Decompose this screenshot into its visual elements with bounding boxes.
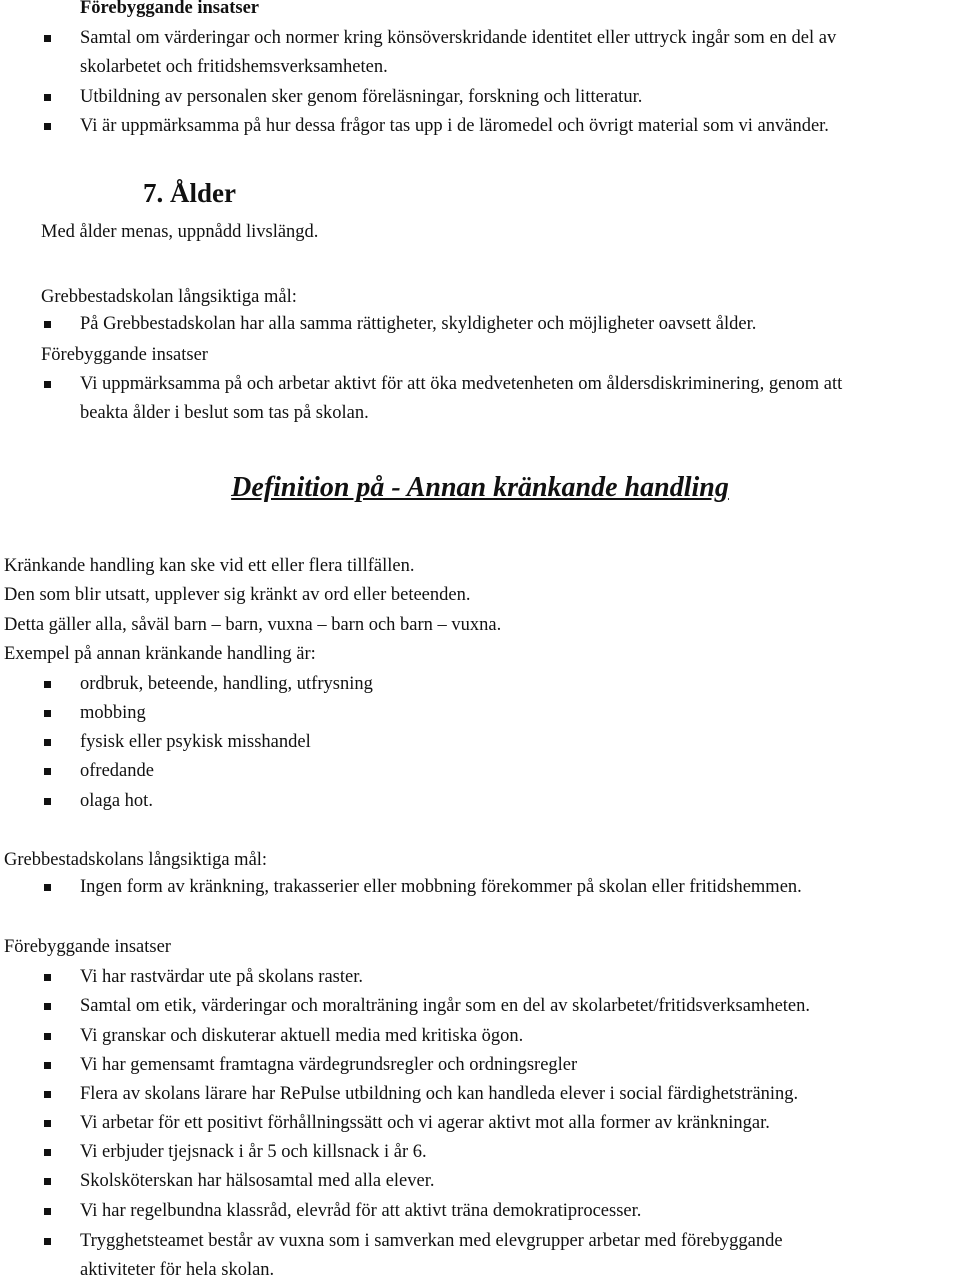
bullet-icon bbox=[44, 35, 51, 42]
age-section-title: 7. Ålder bbox=[143, 178, 236, 208]
list-item-line: ordbruk, beteende, handling, utfrysning bbox=[80, 674, 373, 694]
list-item-line: Skolsköterskan har hälsosamtal med alla elever. bbox=[80, 1171, 435, 1191]
list-item-line: Utbildning av personalen sker genom föreläsningar, forskning och litteratur. bbox=[80, 87, 643, 107]
bullet-icon bbox=[44, 321, 51, 328]
bullet-icon bbox=[44, 1208, 51, 1215]
list-item-line: fysisk eller psykisk misshandel bbox=[80, 732, 311, 752]
bullet-icon bbox=[44, 681, 51, 688]
top-prevent-heading: Förebyggande insatser bbox=[80, 0, 260, 18]
age-prevent-heading: Förebyggande insatser bbox=[41, 345, 208, 365]
bullet-icon bbox=[44, 1003, 51, 1010]
list-item-line: Vi har gemensamt framtagna värdegrundsregler och ordningsregler bbox=[80, 1055, 578, 1075]
bullet-icon bbox=[44, 739, 51, 746]
list-item-line: mobbing bbox=[80, 703, 146, 723]
definition-prevent-heading: Förebyggande insatser bbox=[4, 937, 171, 957]
bullet-icon bbox=[44, 123, 51, 130]
list-item-line: skolarbetet och fritidshemsverksamheten. bbox=[80, 57, 388, 77]
bullet-icon bbox=[44, 94, 51, 101]
bullet-icon bbox=[44, 1120, 51, 1127]
definition-paragraph-4: Exempel på annan kränkande handling är: bbox=[4, 644, 316, 664]
list-item-line: Vi erbjuder tjejsnack i år 5 och killsnack i år 6. bbox=[80, 1142, 427, 1162]
list-item-line: Samtal om etik, värderingar och moralträning ingår som en del av skolarbetet/fritidsverksamheten. bbox=[80, 996, 811, 1016]
list-item-line: Vi granskar och diskuterar aktuell media med kritiska ögon. bbox=[80, 1026, 524, 1046]
bullet-icon bbox=[44, 710, 51, 717]
bullet-icon bbox=[44, 1033, 51, 1040]
bullet-icon bbox=[44, 1178, 51, 1185]
age-definition: Med ålder menas, uppnådd livslängd. bbox=[41, 222, 319, 242]
list-item-line: Vi arbetar för ett positivt förhållningssätt och vi agerar aktivt mot alla former av kränkningar. bbox=[80, 1113, 770, 1133]
list-item-line: På Grebbestadskolan har alla samma rättigheter, skyldigheter och möjligheter oavsett ålder. bbox=[80, 314, 757, 334]
bullet-icon bbox=[44, 768, 51, 775]
list-item-line: beakta ålder i beslut som tas på skolan. bbox=[80, 403, 369, 423]
list-item-line: olaga hot. bbox=[80, 791, 153, 811]
bullet-icon bbox=[44, 798, 51, 805]
list-item-line: Ingen form av kränkning, trakasserier eller mobbning förekommer på skolan eller fritidshemmen. bbox=[80, 877, 802, 897]
definition-title: Definition på - Annan kränkande handling bbox=[231, 472, 729, 503]
bullet-icon bbox=[44, 1091, 51, 1098]
definition-paragraph-3: Detta gäller alla, såväl barn – barn, vuxna – barn och barn – vuxna. bbox=[4, 615, 502, 635]
list-item-line: aktiviteter för hela skolan. bbox=[80, 1260, 275, 1280]
list-item-line: ofredande bbox=[80, 761, 154, 781]
bullet-icon bbox=[44, 1238, 51, 1245]
definition-paragraph-2: Den som blir utsatt, upplever sig kränkt av ord eller beteenden. bbox=[4, 585, 471, 605]
list-item-line: Trygghetsteamet består av vuxna som i samverkan med elevgrupper arbetar med förebyggande bbox=[80, 1231, 783, 1251]
list-item-line: Vi har rastvärdar ute på skolans raster. bbox=[80, 967, 363, 987]
bullet-icon bbox=[44, 1062, 51, 1069]
list-item-line: Vi uppmärksamma på och arbetar aktivt för att öka medvetenheten om åldersdiskriminering, genom att bbox=[80, 374, 843, 394]
age-goals-heading: Grebbestadskolan långsiktiga mål: bbox=[41, 287, 297, 307]
bullet-icon bbox=[44, 974, 51, 981]
bullet-icon bbox=[44, 884, 51, 891]
list-item-line: Vi är uppmärksamma på hur dessa frågor tas upp i de läromedel och övrigt material som vi använder. bbox=[80, 116, 829, 136]
list-item-line: Vi har regelbundna klassråd, elevråd för att aktivt träna demokratiprocesser. bbox=[80, 1201, 642, 1221]
list-item-line: Samtal om värderingar och normer kring könsöverskridande identitet eller uttryck ingår som en del av bbox=[80, 28, 837, 48]
definition-paragraph-1: Kränkande handling kan ske vid ett eller flera tillfällen. bbox=[4, 556, 415, 576]
definition-goals-heading: Grebbestadskolans långsiktiga mål: bbox=[4, 850, 268, 870]
bullet-icon bbox=[44, 1149, 51, 1156]
bullet-icon bbox=[44, 381, 51, 388]
list-item-line: Flera av skolans lärare har RePulse utbildning och kan handleda elever i social färdighetsträning. bbox=[80, 1084, 799, 1104]
